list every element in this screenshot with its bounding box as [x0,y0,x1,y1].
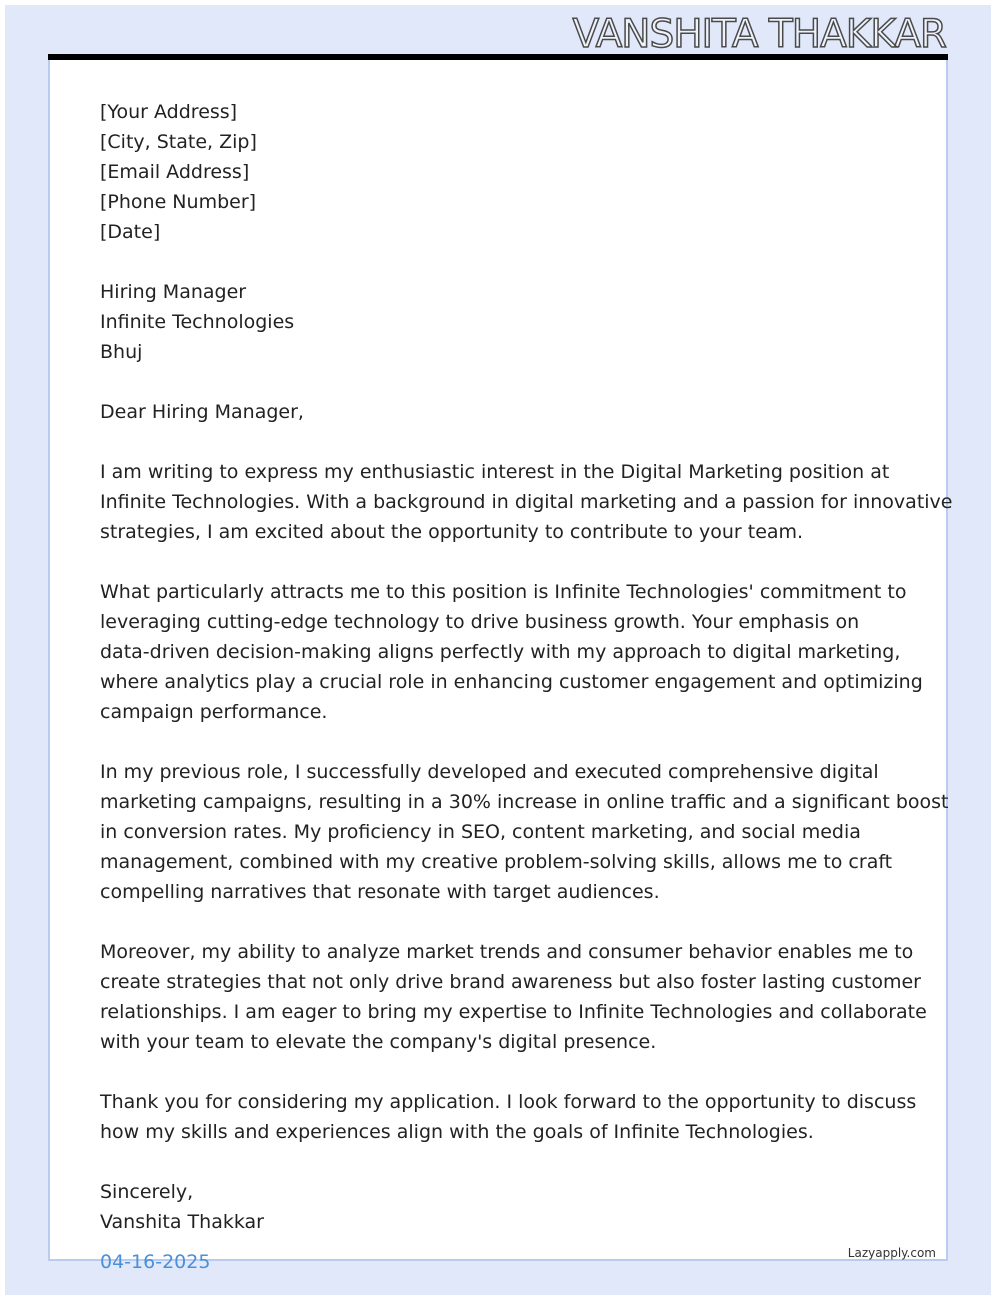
body-paragraph-4 [100,937,927,1057]
watermark-link[interactable]: Lazyapply.com [847,1246,936,1260]
paragraph-line: with your team to elevate the company's digital presence. [100,1031,657,1053]
cover-letter-body [100,97,953,1237]
paragraph-line: management, combined with my creative problem-solving skills, allows me to craft [100,851,893,873]
paragraph-line: compelling narratives that resonate with target audiences. [100,881,660,903]
paragraph-line: strategies, I am excited about the opportunity to contribute to your team. [100,521,804,543]
paragraph-line: marketing campaigns, resulting in a 30% increase in online traffic and a significant boost [100,791,949,813]
sender-email: [Email Address] [100,161,250,183]
paragraph-line: Thank you for considering my application. I look forward to the opportunity to discuss [100,1091,917,1113]
sender-city-state-zip: [City, State, Zip] [100,131,257,153]
paragraph-line: I am writing to express my enthusiastic interest in the Digital Marketing position at [100,461,890,483]
body-paragraph-5 [100,1087,917,1147]
paragraph-line: where analytics play a crucial role in enhancing customer engagement and optimizing [100,671,923,693]
paragraph-line: leveraging cutting-edge technology to drive business growth. Your emphasis on [100,611,860,633]
salutation: Dear Hiring Manager, [100,401,304,423]
sender-date: [Date] [100,221,161,243]
sender-block [100,97,900,247]
body-paragraph-3 [100,757,949,907]
paragraph-line: relationships. I am eager to bring my expertise to Infinite Technologies and collaborate [100,1001,927,1023]
paragraph-line: campaign performance. [100,701,328,723]
signature-name: Vanshita Thakkar [100,1211,264,1233]
recipient-city: Bhuj [100,341,143,363]
paragraph-line: Moreover, my ability to analyze market trends and consumer behavior enables me to [100,941,914,963]
paragraph-line: create strategies that not only drive brand awareness but also foster lasting customer [100,971,921,993]
recipient-company: Infinite Technologies [100,311,295,333]
closing: Sincerely, [100,1181,194,1203]
paragraph-line: Infinite Technologies. With a background in digital marketing and a passion for innovative [100,491,953,513]
body-paragraph-1 [100,457,953,547]
paragraph-line: What particularly attracts me to this position is Infinite Technologies' commitment to [100,581,907,603]
paragraph-line: how my skills and experiences align with the goals of Infinite Technologies. [100,1121,814,1143]
paragraph-line: data-driven decision-making aligns perfectly with my approach to digital marketing, [100,641,901,663]
paragraph-line: In my previous role, I successfully developed and executed comprehensive digital [100,761,879,783]
body-paragraph-2 [100,577,923,727]
footer-date: 04-16-2025 [100,1251,211,1273]
sender-phone: [Phone Number] [100,191,257,213]
recipient-title: Hiring Manager [100,281,247,303]
sender-address: [Your Address] [100,101,238,123]
paragraph-line: in conversion rates. My proficiency in SEO, content marketing, and social media [100,821,861,843]
applicant-name-header: VANSHITA THAKKAR [572,12,946,57]
recipient-block [100,277,900,367]
